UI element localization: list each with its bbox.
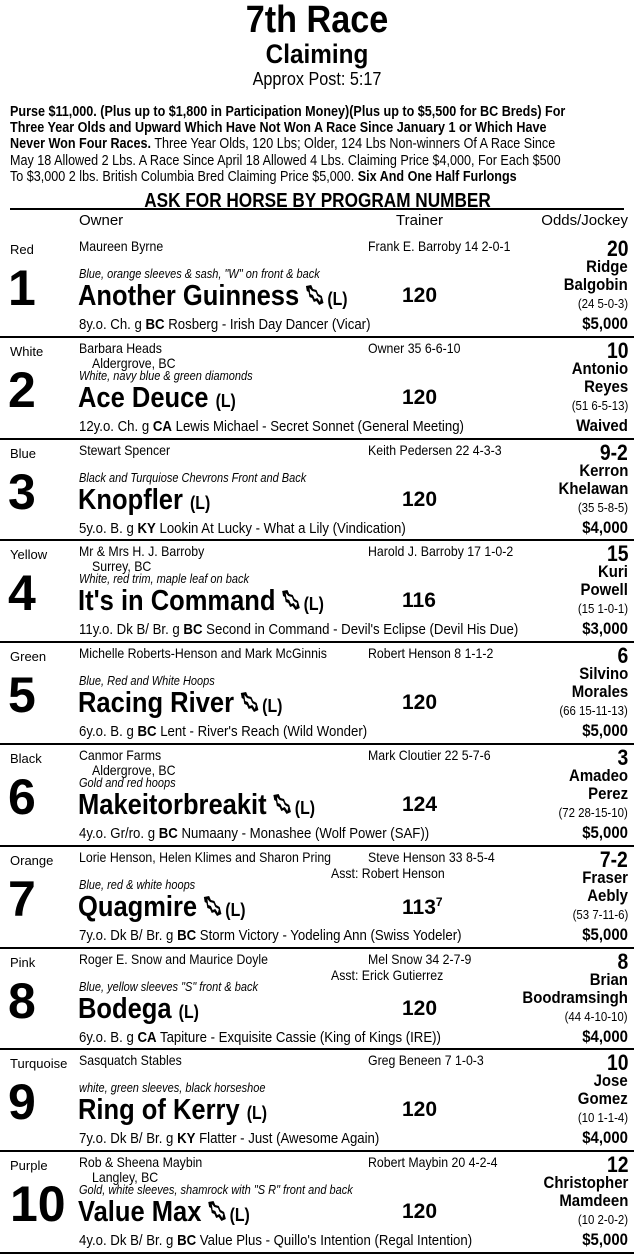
assistant-trainer: Asst: Robert Henson [331, 864, 445, 881]
pedigree-text: BC [183, 621, 203, 639]
pedigree-text: BC [177, 926, 197, 944]
jockey-name [564, 258, 628, 294]
owner-name: Barbara Heads [79, 339, 162, 356]
program-number: 4 [8, 565, 36, 622]
horse-name-line [78, 687, 282, 722]
entries-list [0, 236, 634, 1254]
silks-description: Blue, red & white hoops [79, 877, 196, 892]
saddlecloth-color: Purple [10, 1158, 48, 1174]
weight-value: 120 [402, 284, 438, 307]
horse-name: Ace Deuce [78, 381, 209, 414]
conditions-line [10, 104, 626, 120]
jockey-stats: (35 5-8-5) [577, 499, 628, 515]
horse-name-line [78, 585, 324, 620]
medication: (L) [262, 696, 283, 717]
trainer-name: Robert Henson 8 1-1-2 [368, 645, 494, 662]
jockey-name [571, 665, 628, 701]
jockey-name-line: Boodramsingh [522, 987, 628, 1007]
jockey-stats: (44 4-10-10) [565, 1008, 628, 1024]
horse-name: Racing River [78, 687, 235, 720]
silks-description: White, red trim, maple leaf on back [79, 572, 249, 587]
saddlecloth-color: Turquoise [10, 1056, 68, 1072]
bc-bred-icon [272, 792, 293, 816]
program-number: 8 [8, 972, 36, 1029]
trainer-name: Mark Cloutier 22 5-7-6 [368, 746, 491, 763]
horse-name: Knopfler [78, 483, 183, 516]
pedigree-text: BC [158, 824, 178, 842]
weight [402, 997, 437, 1021]
pedigree-line [79, 1029, 441, 1046]
jockey-name-line: Perez [588, 783, 628, 803]
trainer-name: Greg Beneen 7 1-0-3 [368, 1052, 484, 1069]
conditions-line [10, 120, 626, 136]
pedigree-text: BC [145, 316, 165, 333]
pedigree-text: CA [137, 1028, 157, 1046]
trainer-name: Owner 35 6-6-10 [368, 339, 461, 356]
horse-name-line [78, 1094, 267, 1129]
entry-row [0, 338, 634, 440]
medication: (L) [327, 289, 348, 309]
pedigree-text: 11y.o. Dk B/ Br. g [79, 621, 184, 639]
horse-name: Another Guinness [78, 280, 300, 312]
silks-description: Black and Turquiose Chevrons Front and Back [79, 470, 307, 485]
claiming-price: $4,000 [582, 1128, 628, 1148]
morning-line-odds: 10 [606, 337, 628, 363]
weight [402, 1098, 437, 1122]
pedigree-line [79, 621, 518, 638]
silks-description: Blue, Red and White Hoops [79, 674, 215, 689]
pedigree-line [79, 418, 464, 435]
horse-name: Value Max [78, 1196, 202, 1229]
saddlecloth-color: Orange [10, 852, 54, 868]
conditions-text: Purse $11,000. (Plus up to $1,800 in Participation Money)(Plus up to $5,500 for BC Breds) For [10, 104, 566, 120]
owner-name: Lorie Henson, Helen Klimes and Sharon Pring [79, 848, 332, 865]
jockey-name-line: Gomez [578, 1089, 628, 1109]
pedigree-text: CA [152, 417, 172, 435]
pedigree-text: 8y.o. Ch. g [79, 316, 146, 333]
trainer-name: Harold J. Barroby 17 1-0-2 [368, 543, 514, 560]
pedigree-text: Storm Victory - Yodeling Ann (Swiss Yodeler) [196, 926, 462, 944]
horse-name: Bodega [78, 992, 172, 1025]
silks-description: white, green sleeves, black horseshoe [79, 1081, 266, 1096]
weight [402, 284, 437, 308]
entry-row [0, 847, 634, 949]
jockey-name-line: Brian [589, 969, 628, 989]
weight [402, 1200, 437, 1224]
pedigree-text: 5y.o. B. g [79, 519, 138, 537]
morning-line-odds: 15 [606, 541, 628, 567]
jockey-name-line: Ridge [586, 257, 628, 276]
weight-value: 116 [402, 589, 436, 613]
program-number: 9 [8, 1074, 36, 1131]
saddlecloth-color: Blue [10, 445, 37, 461]
pedigree-text: 7y.o. Dk B/ Br. g [79, 1130, 178, 1148]
owner-name: Sasquatch Stables [79, 1052, 182, 1069]
pedigree-text: Tapiture - Exquisite Cassie (King of Kings (IRE)) [156, 1028, 441, 1046]
pedigree-text: BC [137, 723, 157, 741]
jockey-name [578, 1072, 628, 1108]
program-number: 7 [8, 870, 36, 927]
owner-name: Roger E. Snow and Maurice Doyle [79, 950, 269, 967]
silks-description: Gold, white sleeves, shamrock with "S R" front and back [79, 1183, 353, 1198]
weight [402, 589, 436, 613]
pedigree-text: Lent - River's Reach (Wild Wonder) [156, 723, 368, 741]
jockey-name-line: Antonio [571, 358, 628, 378]
race-type: Claiming [265, 39, 369, 69]
jockey-stats: (66 15-11-13) [559, 703, 628, 719]
owner-location: Surrey, BC [92, 558, 152, 575]
jockey-stats: (10 2-0-2) [577, 1212, 628, 1228]
jockey-stats: (24 5-0-3) [577, 296, 628, 311]
horse-name-line [78, 1196, 250, 1231]
claiming-price: $5,000 [582, 314, 628, 333]
silks-description: Blue, orange sleeves & sash, "W" on front & back [79, 267, 320, 281]
jockey-name [572, 360, 628, 396]
weight [402, 793, 437, 817]
morning-line-odds: 12 [606, 1152, 628, 1178]
conditions-text: Six And One Half Furlongs [357, 168, 517, 185]
pedigree-text: 6y.o. B. g [79, 1028, 138, 1046]
entry-row [0, 643, 634, 745]
owner-name: Stewart Spencer [79, 441, 171, 458]
jockey-stats: (51 6-5-13) [571, 397, 628, 413]
saddlecloth-color: Pink [10, 954, 36, 970]
race-title: 7th Race [245, 0, 389, 41]
pedigree-text: Value Plus - Quillo's Intention (Regal Intention) [196, 1232, 473, 1250]
weight-value: 120 [402, 691, 438, 715]
apprentice-allowance: 7 [435, 894, 443, 909]
conditions-line [10, 153, 626, 169]
medication: (L) [229, 1205, 250, 1226]
trainer-name: Mel Snow 34 2-7-9 [368, 950, 472, 967]
horse-name-line [78, 280, 348, 315]
owner-location: Aldergrove, BC [92, 761, 176, 778]
horse-name-line [78, 382, 236, 417]
pedigree-text: 4y.o. Dk B/ Br. g [79, 1232, 178, 1250]
jockey-stats: (15 1-0-1) [577, 601, 628, 617]
program-number: 6 [8, 768, 36, 825]
jockey-name-line: Powell [580, 580, 628, 600]
bc-bred-icon [304, 283, 325, 307]
conditions-line [10, 136, 626, 152]
jockey-name-line: Khelawan [558, 478, 628, 498]
weight [402, 488, 437, 512]
jockey-stats: (53 7-11-6) [572, 906, 628, 922]
pedigree-line [79, 316, 370, 333]
trainer-name: Robert Maybin 20 4-2-4 [368, 1154, 498, 1171]
horse-name-line [78, 993, 199, 1028]
jockey-name-line: Kerron [578, 460, 628, 480]
pedigree-text: Lookin At Lucky - What a Lily (Vindication) [155, 519, 406, 537]
medication: (L) [215, 390, 236, 411]
claiming-price: $5,000 [582, 721, 628, 741]
pedigree-line [79, 825, 429, 842]
bc-bred-icon [239, 690, 260, 714]
horse-name: It's in Command [78, 585, 276, 618]
pedigree-text: 7y.o. Dk B/ Br. g [79, 926, 178, 944]
claiming-price: $4,000 [582, 1026, 628, 1046]
claiming-price: $5,000 [582, 822, 628, 842]
program-number: 10 [10, 1176, 66, 1233]
medication: (L) [225, 899, 246, 920]
weight-value: 120 [402, 996, 438, 1020]
pedigree-line [79, 927, 462, 944]
trainer-name: Frank E. Barroby 14 2-0-1 [368, 238, 511, 254]
entry-row [0, 440, 634, 542]
weight [402, 895, 443, 920]
bc-bred-icon [202, 894, 223, 918]
morning-line-odds: 9-2 [600, 439, 628, 465]
saddlecloth-color: Red [10, 242, 34, 257]
entry-row [0, 541, 634, 643]
race-conditions [10, 104, 626, 185]
horse-name: Ring of Kerry [78, 1094, 240, 1127]
entry-row [0, 745, 634, 847]
jockey-name [543, 1174, 628, 1210]
owner-name: Canmor Farms [79, 746, 162, 763]
jockey-name [558, 462, 628, 498]
bc-bred-icon [207, 1199, 228, 1223]
pedigree-text: 12y.o. Ch. g [79, 417, 153, 435]
jockey-name-line: Kuri [598, 562, 628, 582]
pedigree-text: Rosberg - Irish Day Dancer (Vicar) [164, 316, 371, 333]
weight-value: 120 [402, 1098, 438, 1122]
conditions-text: May 18 Allowed 2 Lbs. A Race Since April 18 Allowed 4 Lbs. Claiming Price $4,000, For Each $500 [10, 152, 561, 169]
jockey-name-line: Jose [593, 1071, 628, 1091]
pedigree-text: BC [177, 1232, 197, 1250]
pedigree-line [79, 520, 406, 537]
header-rule [10, 208, 624, 210]
pedigree-text: KY [137, 519, 156, 537]
owner-name: Maureen Byrne [79, 238, 164, 254]
medication: (L) [178, 1001, 199, 1022]
claiming-price: $5,000 [582, 1230, 628, 1250]
weight-value: 113 [402, 895, 436, 919]
weight [402, 386, 437, 410]
entry-row [0, 1050, 634, 1152]
jockey-name-line: Reyes [583, 376, 628, 396]
saddlecloth-color: White [10, 343, 44, 359]
pedigree-text: 4y.o. Gr/ro. g [79, 824, 159, 842]
morning-line-odds: 20 [606, 236, 628, 261]
medication: (L) [190, 492, 211, 513]
owner-name: Mr & Mrs H. J. Barroby [79, 543, 205, 560]
silks-description: Blue, yellow sleeves "S" front & back [79, 979, 259, 994]
jockey-name-line: Fraser [582, 867, 628, 887]
claiming-price: $3,000 [582, 619, 628, 639]
program-number: 5 [8, 667, 36, 724]
pedigree-text: Second in Command - Devil's Eclipse (Devil His Due) [202, 621, 519, 639]
jockey-name-line: Aebly [587, 885, 628, 905]
jockey-name-line: Balgobin [564, 275, 628, 294]
pedigree-text: Flatter - Just (Awesome Again) [195, 1130, 380, 1148]
jockey-name [522, 971, 628, 1007]
conditions-text: To $3,000 2 lbs. British Columbia Bred Claiming Price $5,000. [10, 168, 358, 185]
trainer-column-header: Trainer [396, 212, 443, 229]
owner-column-header: Owner [79, 212, 124, 229]
morning-line-odds: 7-2 [600, 846, 628, 872]
jockey-name [582, 869, 628, 905]
weight [402, 691, 437, 715]
program-number: 3 [8, 463, 36, 520]
claiming-price: $5,000 [582, 924, 628, 944]
pedigree-line [79, 1130, 379, 1147]
owner-location: Langley, BC [92, 1169, 159, 1186]
jockey-stats: (72 28-15-10) [558, 804, 628, 820]
bc-bred-icon [281, 588, 302, 612]
pedigree-line [79, 723, 367, 740]
medication: (L) [303, 594, 324, 615]
conditions-text: Three Year Olds, 120 Lbs; Older, 124 Lbs Non-winners Of A Race Since [151, 136, 556, 153]
conditions-line [10, 169, 626, 185]
pedigree-text: 6y.o. B. g [79, 723, 138, 741]
weight-value: 120 [402, 385, 438, 409]
horse-name-line [78, 789, 315, 824]
pedigree-text: KY [177, 1130, 196, 1148]
jockey-name-line: Christopher [543, 1173, 628, 1193]
jockey-name-line: Amadeo [568, 765, 628, 785]
horse-name-line [78, 891, 246, 926]
entry-row [0, 1152, 634, 1254]
jockey-name [569, 767, 628, 803]
horse-name: Quagmire [78, 890, 198, 923]
owner-name: Rob & Sheena Maybin [79, 1154, 203, 1171]
saddlecloth-color: Green [10, 649, 47, 665]
conditions-text: Three Year Olds and Upward Which Have Not Won A Race Since January 1 or Which Have [10, 120, 547, 137]
jockey-name [581, 563, 628, 599]
pedigree-text: Numaany - Monashee (Wolf Power (SAF)) [177, 824, 430, 842]
saddlecloth-color: Black [10, 750, 42, 766]
program-number: 1 [8, 260, 36, 316]
silks-description: Gold and red hoops [79, 775, 176, 790]
weight-value: 120 [402, 487, 438, 511]
entry-row [0, 236, 634, 338]
ask-banner: ASK FOR HORSE BY PROGRAM NUMBER [143, 190, 491, 212]
jockey-stats: (10 1-1-4) [577, 1110, 628, 1126]
jockey-name-line: Mamdeen [558, 1191, 628, 1211]
medication: (L) [294, 797, 316, 818]
claiming-price: $4,000 [582, 517, 628, 537]
morning-line-odds: 6 [617, 643, 628, 669]
trainer-name: Keith Pedersen 22 4-3-3 [368, 441, 502, 458]
owner-name: Michelle Roberts-Henson and Mark McGinnis [79, 645, 327, 662]
owner-location: Aldergrove, BC [92, 354, 176, 371]
post-time: Approx Post: 5:17 [252, 69, 382, 89]
morning-line-odds: 8 [617, 948, 628, 974]
odds-jockey-column-header: Odds/Jockey [541, 212, 628, 229]
weight-value: 120 [402, 1200, 438, 1224]
horse-name-line [78, 484, 210, 519]
entry-row [0, 949, 634, 1051]
pedigree-text: Lewis Michael - Secret Sonnet (General Meeting) [171, 417, 464, 435]
claiming-price: Waived [576, 415, 628, 435]
morning-line-odds: 10 [606, 1050, 628, 1076]
saddlecloth-color: Yellow [10, 547, 48, 563]
pedigree-line [79, 1232, 472, 1249]
assistant-trainer: Asst: Erick Gutierrez [331, 966, 444, 983]
morning-line-odds: 3 [617, 744, 628, 770]
weight-value: 124 [402, 792, 438, 816]
conditions-text: Never Won Four Races. [10, 136, 152, 153]
trainer-name: Steve Henson 33 8-5-4 [368, 848, 495, 865]
medication: (L) [246, 1103, 267, 1124]
program-number: 2 [8, 361, 36, 418]
jockey-name-line: Silvino [578, 664, 628, 684]
silks-description: White, navy blue & green diamonds [79, 368, 253, 383]
horse-name: Makeitorbreakit [78, 788, 267, 821]
race-header [0, 0, 634, 90]
jockey-name-line: Morales [571, 682, 628, 702]
